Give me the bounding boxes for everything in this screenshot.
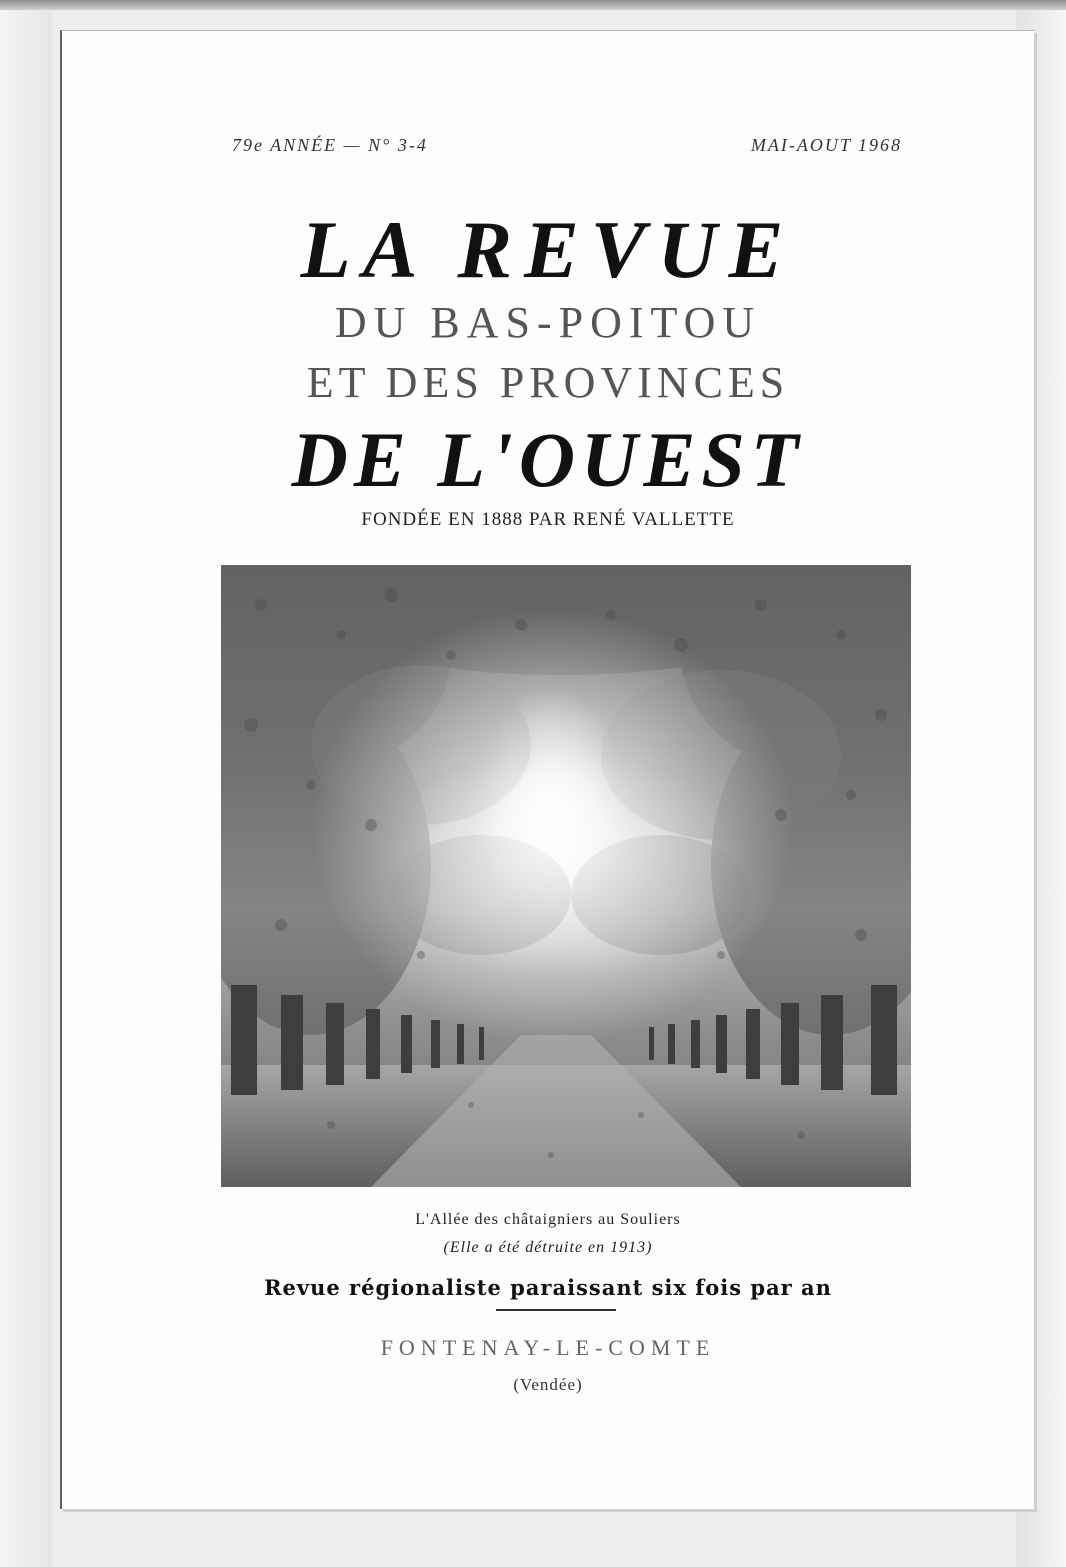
chestnut-alley-illustration xyxy=(221,565,911,1187)
publisher-department: (Vendée) xyxy=(513,1375,583,1394)
cover-photo-chestnut-alley xyxy=(221,565,911,1187)
photo-caption: L'Allée des châtaigniers au Souliers xyxy=(415,1211,681,1228)
issue-date: MAI-AOUT 1968 xyxy=(750,135,902,155)
title-bas-poitou: DU BAS-POITOU xyxy=(334,298,762,347)
scan-left-margin xyxy=(0,10,52,1567)
photo-caption-note: (Elle a été détruite en 1913) xyxy=(443,1239,653,1256)
title-la-revue: LA REVUE xyxy=(300,204,796,295)
title-de-l-ouest: DE L'OUEST xyxy=(291,416,805,503)
tagline: Revue régionaliste paraissant six fois par an xyxy=(264,1275,832,1300)
issue-number: 79e ANNÉE — N° 3-4 xyxy=(232,135,428,155)
divider-rule xyxy=(496,1309,616,1311)
founded-line: FONDÉE EN 1888 PAR RENÉ VALLETTE xyxy=(361,509,735,530)
scan-top-edge xyxy=(0,0,1066,10)
title-provinces: ET DES PROVINCES xyxy=(306,358,790,407)
issue-line xyxy=(232,135,902,161)
journal-cover xyxy=(60,30,1034,1509)
publisher-city: FONTENAY-LE-COMTE xyxy=(380,1335,716,1360)
